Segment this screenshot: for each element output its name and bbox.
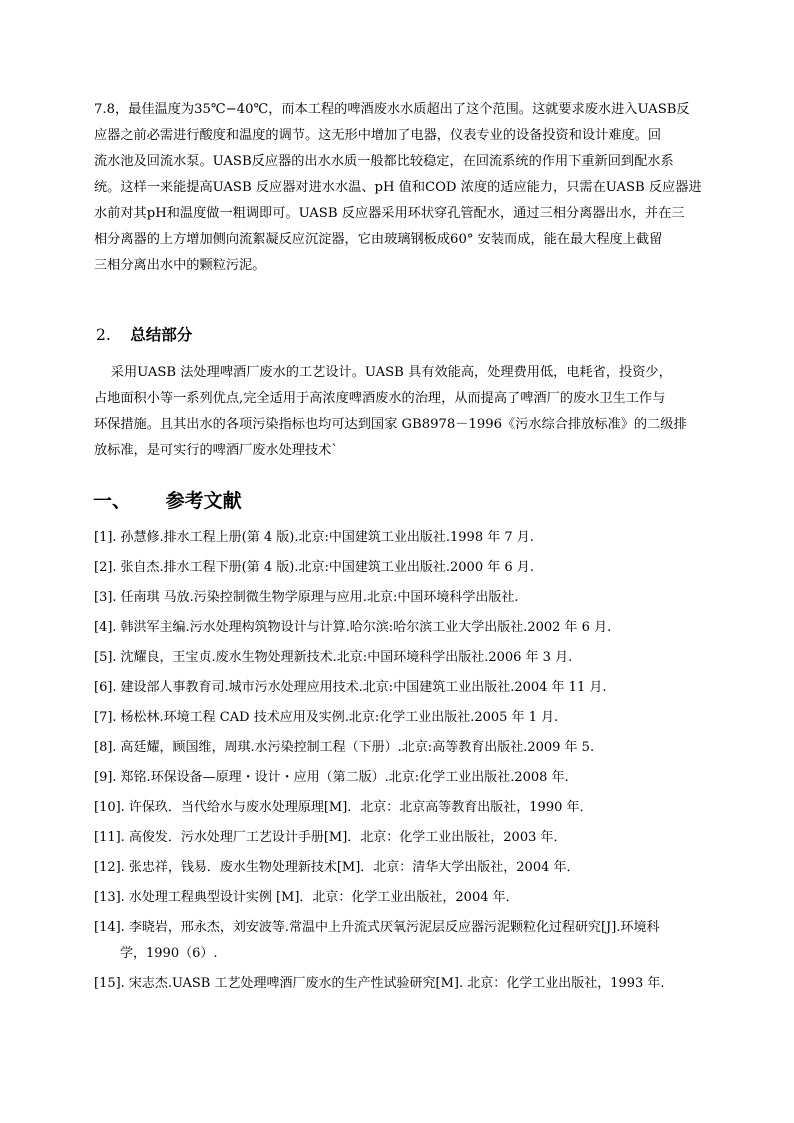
- paragraph-line: 三相分离出水中的颗粒污泥。: [94, 258, 266, 273]
- summary-paragraph: [94, 360, 706, 464]
- reference-index: [2].: [94, 560, 117, 575]
- reference-item: [94, 525, 714, 555]
- reference-item: [94, 585, 714, 615]
- reference-index: [1].: [94, 530, 117, 545]
- reference-index: [13].: [94, 890, 125, 905]
- reference-index: [8].: [94, 740, 117, 755]
- reference-index: [5].: [94, 650, 117, 665]
- reference-text-continued: 学，1990（6）.: [120, 946, 218, 961]
- reference-text: 宋志杰.UASB 工艺处理啤酒厂废水的生产性试验研究[M]. 北京：化学工业出版社，1993 年.: [128, 976, 665, 991]
- reference-text: 高俊发．污水处理厂工艺设计手册[M]．北京：化学工业出版社，2003 年．: [128, 830, 567, 845]
- paragraph-line: 统。这样一来能提高UASB 反应器对进水水温、pH 值和COD 浓度的适应能力，只需在UASB 反应器进: [94, 180, 702, 195]
- paragraph-line: 相分离器的上方增加侧向流絮凝反应沉淀器，它由玻璃钢板成60° 安装而成，能在最大程度上截留: [94, 232, 663, 247]
- reference-text: 任南琪 马放.污染控制微生物学原理与应用.北京:中国环境科学出版社.: [120, 590, 519, 605]
- reference-text: 张忠祥，钱易．废水生物处理新技术[M]．北京：清华大学出版社，2004 年．: [128, 860, 580, 875]
- reference-index: [4].: [94, 620, 117, 635]
- reference-item: [94, 555, 714, 585]
- reference-index: [6].: [94, 680, 117, 695]
- paragraph-line: 流水池及回流水泵。UASB反应器的出水水质一般都比较稳定，在回流系统的作用下重新回到配水系: [94, 154, 674, 169]
- summary-heading: [96, 323, 192, 345]
- paragraph-line: 环保措施。且其出水的各项污染指标也均可达到国家 GB8978－1996《污水综合排放标准》的二级排: [94, 417, 687, 432]
- reference-text: 许保玖．当代给水与废水处理原理[M]．北京：北京高等教育出版社，1990 年．: [128, 800, 593, 815]
- reference-text: 郑铭.环保设备—原理・设计・应用（第二版）.北京:化学工业出版社.2008 年.: [120, 770, 569, 785]
- reference-text: 张自杰.排水工程下册(第 4 版).北京:中国建筑工业出版社.2000 年 6 月.: [120, 560, 534, 575]
- reference-text: 水处理工程典型设计实例 [M]．北京：化学工业出版社，2004 年．: [128, 890, 519, 905]
- reference-item: [94, 645, 714, 675]
- reference-text: 杨松林.环境工程 CAD 技术应用及实例.北京:化学工业出版社.2005 年 1 月.: [120, 710, 559, 725]
- reference-item: [94, 855, 714, 885]
- reference-text: 建设部人事教育司.城市污水处理应用技术.北京:中国建筑工业出版社.2004 年 11 月.: [120, 680, 607, 695]
- paragraph-line: 占地面积小等一系列优点,完全适用于高浓度啤酒废水的治理，从而提高了啤酒厂的废水卫生工作与: [94, 391, 666, 406]
- reference-index: [7].: [94, 710, 117, 725]
- intro-paragraph: [94, 97, 706, 279]
- reference-item: [94, 735, 714, 765]
- reference-item: [94, 825, 714, 855]
- paragraph-line: 放标准，是可实行的啤酒厂废水处理技术`: [94, 443, 338, 458]
- reference-text: 孙慧修.排水工程上册(第 4 版).北京:中国建筑工业出版社.1998 年 7 月.: [120, 530, 534, 545]
- reference-item: [94, 971, 714, 1001]
- reference-text: 李晓岩，邢永杰，刘安波等.常温中上升流式厌氧污泥层反应器污泥颗粒化过程研究[J].环境科: [128, 920, 660, 935]
- reference-item: [94, 615, 714, 645]
- reference-text: 沈耀良，王宝贞.废水生物处理新技术.北京:中国环境科学出版社.2006 年 3 月.: [120, 650, 573, 665]
- references-heading-number: 一、: [93, 490, 132, 512]
- reference-index: [14].: [94, 920, 125, 935]
- reference-index: [11].: [94, 830, 125, 845]
- reference-item: [94, 915, 714, 971]
- reference-index: [9].: [94, 770, 117, 785]
- paragraph-line: 采用UASB 法处理啤酒厂废水的工艺设计。UASB 具有效能高，处理费用低，电耗省，投资少，: [94, 365, 672, 380]
- reference-item: [94, 765, 714, 795]
- references-heading-title: 参考文献: [165, 490, 242, 512]
- reference-index: [10].: [94, 800, 125, 815]
- summary-heading-title: 总结部分: [130, 326, 193, 344]
- reference-index: [3].: [94, 590, 117, 605]
- references-heading: [93, 486, 242, 513]
- summary-heading-number: 2.: [96, 326, 111, 344]
- references-list: [94, 525, 714, 1001]
- reference-text: 高廷耀，顾国维，周琪.水污染控制工程（下册）.北京:高等教育出版社.2009 年 5.: [120, 740, 595, 755]
- reference-item: [94, 795, 714, 825]
- reference-item: [94, 885, 714, 915]
- reference-item: [94, 705, 714, 735]
- reference-item: [94, 675, 714, 705]
- paragraph-line: 水前对其pH和温度做一粗调即可。UASB 反应器采用环状穿孔管配水，通过三相分离器出水，并在三: [94, 206, 685, 221]
- reference-index: [15].: [94, 976, 125, 991]
- paragraph-line: 应器之前必需进行酸度和温度的调节。这无形中增加了电器，仪表专业的设备投资和设计难度。回: [94, 128, 662, 143]
- reference-index: [12].: [94, 860, 125, 875]
- paragraph-line: 7.8，最佳温度为35℃−40℃，而本工程的啤酒废水水质超出了这个范围。这就要求废水进入UASB反: [94, 102, 690, 117]
- reference-text: 韩洪军主编.污水处理构筑物设计与计算.哈尔滨:哈尔滨工业大学出版社.2002 年 6 月.: [120, 620, 612, 635]
